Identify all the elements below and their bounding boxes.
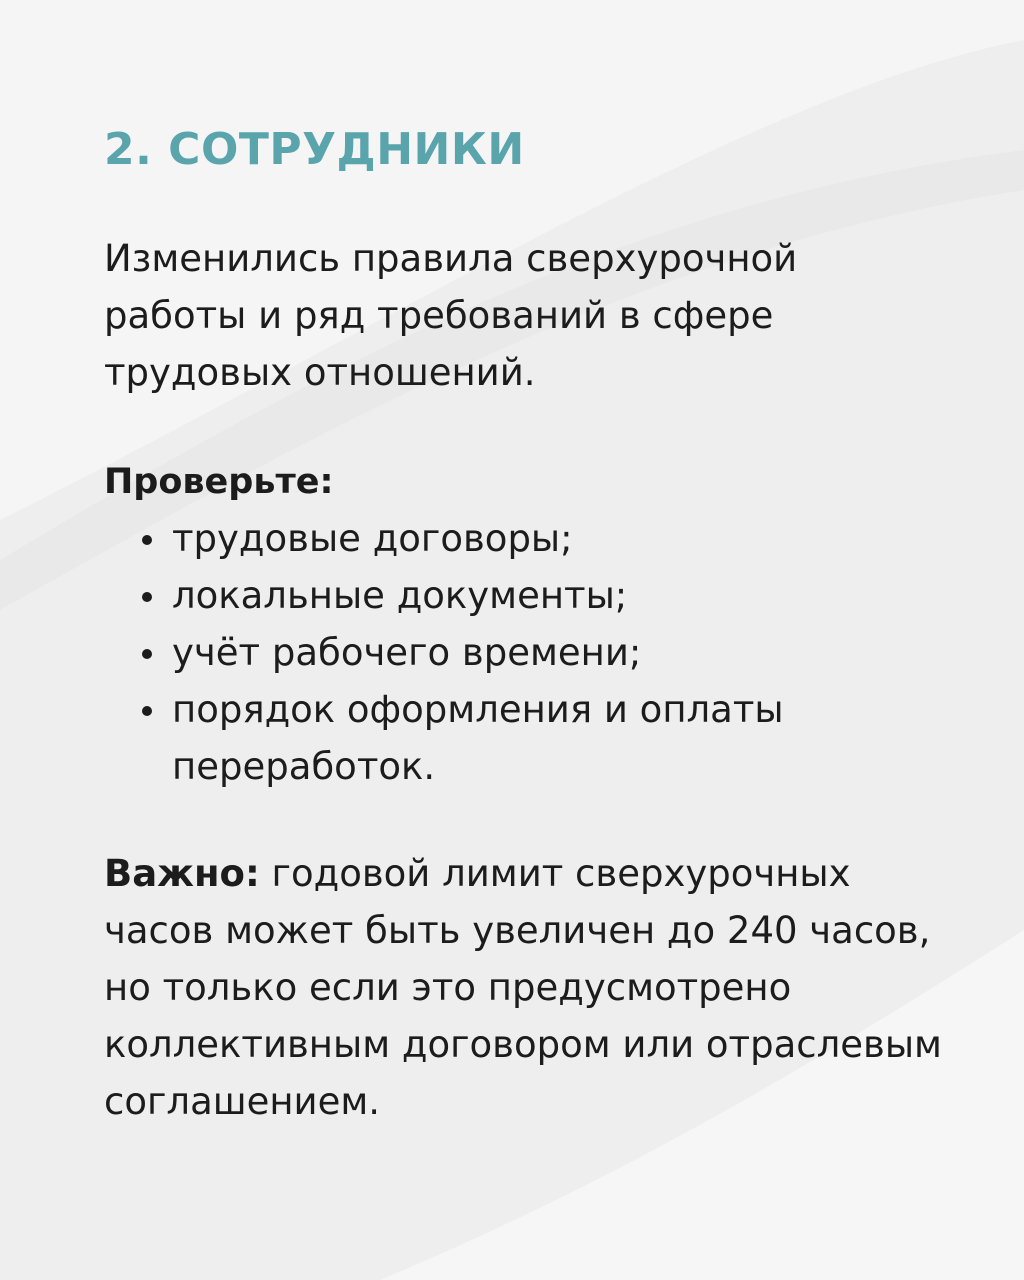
list-item-text: локальные документы; xyxy=(172,574,628,617)
note-label: Важно: xyxy=(104,852,260,895)
note-line: часов может быть увеличен до 240 часов, xyxy=(104,909,931,952)
note-line: годовой лимит сверхурочных xyxy=(259,852,851,895)
bullet-icon xyxy=(142,706,152,716)
list-item-text: порядок оформления и оплаты xyxy=(172,688,784,731)
list-item-text: трудовые договоры; xyxy=(172,517,573,560)
page-title: 2. СОТРУДНИКИ xyxy=(104,124,525,175)
important-note xyxy=(104,845,984,1130)
intro-line: работы и ряд требований в сфере xyxy=(104,294,774,337)
note-line: коллективным договором или отраслевым xyxy=(104,1023,942,1066)
intro-line: Изменились правила сверхурочной xyxy=(104,237,798,280)
list-item xyxy=(104,624,904,681)
note-line: соглашением. xyxy=(104,1080,381,1123)
intro-line: трудовых отношений. xyxy=(104,351,536,394)
list-item-text: переработок. xyxy=(172,745,436,788)
bullet-icon xyxy=(142,592,152,602)
intro-paragraph xyxy=(104,230,964,401)
list-item xyxy=(104,510,904,567)
list-item xyxy=(104,567,904,624)
check-heading: Проверьте: xyxy=(104,462,334,502)
bullet-icon xyxy=(142,649,152,659)
bullet-icon xyxy=(142,535,152,545)
check-list xyxy=(104,510,904,795)
note-line: но только если это предусмотрено xyxy=(104,966,792,1009)
list-item-text: учёт рабочего времени; xyxy=(172,631,642,674)
list-item xyxy=(104,681,904,795)
